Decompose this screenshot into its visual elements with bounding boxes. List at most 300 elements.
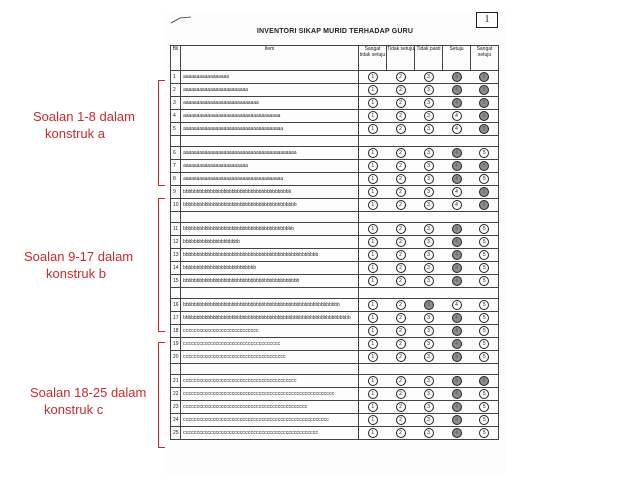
option-5-circle[interactable]: 5: [479, 263, 489, 273]
option-cell: [443, 84, 471, 97]
option-cell: [415, 110, 443, 123]
option-2-circle[interactable]: 2: [396, 85, 406, 95]
option-4-circle[interactable]: 4: [452, 111, 462, 121]
option-2-circle[interactable]: 2: [396, 161, 406, 171]
option-cell: [415, 160, 443, 173]
option-cell: [415, 173, 443, 186]
item-text: cccccccccccccccccccccccccccccccccccc: [181, 338, 359, 351]
option-3-circle[interactable]: 3: [424, 250, 434, 260]
item-number: 2: [171, 84, 181, 97]
option-5-circle[interactable]: 5: [479, 72, 489, 82]
option-5-circle[interactable]: 5: [479, 352, 489, 362]
item-text: cccccccccccccccccccccccccccccccccccccccccccccc: [181, 401, 359, 414]
option-4-circle[interactable]: 4: [452, 187, 462, 197]
option-1-circle[interactable]: 1: [368, 276, 378, 286]
option-cell: [387, 262, 415, 275]
spacer-cell: [181, 364, 359, 375]
option-cell: [359, 414, 387, 427]
option-cell: [443, 249, 471, 262]
option-5-circle[interactable]: 5: [479, 224, 489, 234]
option-4-circle[interactable]: 4: [452, 326, 462, 336]
table-row: [171, 312, 499, 325]
table-row: [171, 147, 499, 160]
option-4-circle[interactable]: 4: [452, 276, 462, 286]
option-cell: [387, 299, 415, 312]
option-2-circle[interactable]: 2: [396, 187, 406, 197]
option-3-circle[interactable]: 3: [424, 200, 434, 210]
col-header-scale-5: Sangat setuju: [471, 46, 499, 71]
option-1-circle[interactable]: 1: [368, 174, 378, 184]
option-1-circle[interactable]: 1: [368, 389, 378, 399]
table-row: [171, 427, 499, 440]
table-row: [171, 299, 499, 312]
option-4-circle[interactable]: 4: [452, 224, 462, 234]
option-4-circle[interactable]: 4: [452, 250, 462, 260]
option-5-circle[interactable]: 5: [479, 313, 489, 323]
annotation-line: Soalan 18-25 dalam: [30, 385, 147, 400]
option-3-circle[interactable]: 3: [424, 85, 434, 95]
option-5-circle[interactable]: 5: [479, 98, 489, 108]
option-3-circle[interactable]: 3: [424, 313, 434, 323]
option-cell: [359, 401, 387, 414]
option-cell: [443, 160, 471, 173]
option-cell: [471, 236, 499, 249]
table-row: [171, 123, 499, 136]
option-cell: [471, 299, 499, 312]
option-cell: [387, 110, 415, 123]
option-3-circle[interactable]: 3: [424, 276, 434, 286]
option-cell: [415, 388, 443, 401]
option-cell: [471, 173, 499, 186]
item-number: 7: [171, 160, 181, 173]
option-cell: [415, 375, 443, 388]
option-cell: [387, 223, 415, 236]
option-1-circle[interactable]: 1: [368, 187, 378, 197]
option-cell: [471, 110, 499, 123]
table-row: [171, 401, 499, 414]
item-text: cccccccccccccccccccccccccccccccccccccc: [181, 351, 359, 364]
inventory-table: [170, 45, 499, 440]
option-cell: [415, 249, 443, 262]
item-number: 19: [171, 338, 181, 351]
option-cell: [359, 123, 387, 136]
option-cell: [471, 71, 499, 84]
option-5-circle[interactable]: 5: [479, 415, 489, 425]
item-number: 9: [171, 186, 181, 199]
option-2-circle[interactable]: 2: [396, 339, 406, 349]
item-text: aaaaaaaaaaaaaaaaaaaaaaaa: [181, 160, 359, 173]
option-2-circle[interactable]: 2: [396, 72, 406, 82]
option-cell: [471, 147, 499, 160]
option-cell: [443, 414, 471, 427]
table-row: [171, 325, 499, 338]
spacer-cell: [443, 136, 471, 147]
option-cell: [471, 401, 499, 414]
item-text: cccccccccccccccccccccccccccccccccccccccccccccccccccccc: [181, 414, 359, 427]
option-2-circle[interactable]: 2: [396, 428, 406, 438]
option-4-circle[interactable]: 4: [452, 161, 462, 171]
option-1-circle[interactable]: 1: [368, 376, 378, 386]
option-4-circle[interactable]: 4: [452, 415, 462, 425]
option-2-circle[interactable]: 2: [396, 237, 406, 247]
spacer-cell: [181, 288, 359, 299]
option-5-circle[interactable]: 5: [479, 187, 489, 197]
option-cell: [387, 275, 415, 288]
option-4-circle[interactable]: 4: [452, 352, 462, 362]
option-3-circle[interactable]: 3: [424, 326, 434, 336]
option-2-circle[interactable]: 2: [396, 174, 406, 184]
option-5-circle[interactable]: 5: [479, 376, 489, 386]
option-2-circle[interactable]: 2: [396, 111, 406, 121]
option-cell: [359, 312, 387, 325]
option-cell: [387, 388, 415, 401]
option-4-circle[interactable]: 4: [452, 174, 462, 184]
option-cell: [359, 351, 387, 364]
option-4-circle[interactable]: 4: [452, 200, 462, 210]
option-cell: [471, 249, 499, 262]
item-number: 25: [171, 427, 181, 440]
option-cell: [415, 312, 443, 325]
option-5-circle[interactable]: 5: [479, 326, 489, 336]
option-cell: [387, 186, 415, 199]
option-1-circle[interactable]: 1: [368, 250, 378, 260]
option-4-circle[interactable]: 4: [452, 376, 462, 386]
option-3-circle[interactable]: 3: [424, 263, 434, 273]
option-cell: [415, 236, 443, 249]
option-3-circle[interactable]: 3: [424, 72, 434, 82]
option-4-circle[interactable]: 4: [452, 237, 462, 247]
option-cell: [471, 262, 499, 275]
spacer-cell: [415, 136, 443, 147]
col-header-scale-2: Tidak setuju: [387, 46, 415, 71]
spacer-cell: [171, 288, 181, 299]
option-2-circle[interactable]: 2: [396, 200, 406, 210]
option-1-circle[interactable]: 1: [368, 300, 378, 310]
option-4-circle[interactable]: 4: [452, 85, 462, 95]
option-cell: [415, 325, 443, 338]
option-3-circle[interactable]: 3: [424, 124, 434, 134]
table-row: [171, 186, 499, 199]
option-2-circle[interactable]: 2: [396, 250, 406, 260]
annotation-konstruk-a: [33, 108, 135, 142]
option-cell: [415, 123, 443, 136]
option-3-circle[interactable]: 3: [424, 224, 434, 234]
option-2-circle[interactable]: 2: [396, 376, 406, 386]
table-row: [171, 97, 499, 110]
option-cell: [443, 110, 471, 123]
spacer-cell: [181, 136, 359, 147]
option-5-circle[interactable]: 5: [479, 124, 489, 134]
option-3-circle[interactable]: 3: [424, 389, 434, 399]
option-cell: [443, 223, 471, 236]
spacer-cell: [181, 212, 359, 223]
option-1-circle[interactable]: 1: [368, 237, 378, 247]
option-cell: [387, 351, 415, 364]
item-number: 6: [171, 147, 181, 160]
option-2-circle[interactable]: 2: [396, 263, 406, 273]
option-cell: [415, 262, 443, 275]
item-number: 1: [171, 71, 181, 84]
annotation-line: Soalan 9-17 dalam: [24, 249, 134, 264]
option-cell: [387, 427, 415, 440]
option-cell: [415, 338, 443, 351]
option-cell: [387, 84, 415, 97]
item-text: bbbbbbbbbbbbbbbbbbbbbbbbbbbbbbbbbbbbbbbbb: [181, 223, 359, 236]
option-cell: [359, 160, 387, 173]
option-1-circle[interactable]: 1: [368, 98, 378, 108]
spacer-row: [171, 212, 499, 223]
option-cell: [471, 414, 499, 427]
option-cell: [387, 312, 415, 325]
option-cell: [359, 71, 387, 84]
spacer-cell: [471, 212, 499, 223]
option-cell: [415, 351, 443, 364]
option-3-circle[interactable]: 3: [424, 339, 434, 349]
option-5-circle[interactable]: 5: [479, 85, 489, 95]
option-cell: [359, 110, 387, 123]
item-text: bbbbbbbbbbbbbbbbbbbbbbbbbbbbbbbbbbbbbbbbbbb: [181, 275, 359, 288]
annotation-konstruk-b: [24, 248, 133, 282]
option-2-circle[interactable]: 2: [396, 402, 406, 412]
item-text: bbbbbbbbbbbbbbbbbbbbb: [181, 236, 359, 249]
option-5-circle[interactable]: 5: [479, 174, 489, 184]
table-row: [171, 262, 499, 275]
option-cell: [415, 199, 443, 212]
option-2-circle[interactable]: 2: [396, 326, 406, 336]
spacer-cell: [171, 364, 181, 375]
option-cell: [359, 325, 387, 338]
option-cell: [359, 249, 387, 262]
option-4-circle[interactable]: 4: [452, 389, 462, 399]
spacer-cell: [171, 136, 181, 147]
option-4-circle[interactable]: 4: [452, 98, 462, 108]
option-1-circle[interactable]: 1: [368, 224, 378, 234]
spacer-cell: [443, 212, 471, 223]
option-4-circle[interactable]: 4: [452, 313, 462, 323]
option-3-circle[interactable]: 3: [424, 111, 434, 121]
item-number: 15: [171, 275, 181, 288]
option-cell: [359, 147, 387, 160]
option-4-circle[interactable]: 4: [452, 148, 462, 158]
option-3-circle[interactable]: 3: [424, 148, 434, 158]
option-5-circle[interactable]: 5: [479, 276, 489, 286]
option-cell: [471, 275, 499, 288]
option-1-circle[interactable]: 1: [368, 200, 378, 210]
item-text: bbbbbbbbbbbbbbbbbbbbbbbbbbbbbbbbbbbbbbbbbb: [181, 199, 359, 212]
option-3-circle[interactable]: 3: [424, 187, 434, 197]
option-cell: [443, 299, 471, 312]
item-text: aaaaaaaaaaaaaaaaa: [181, 71, 359, 84]
form-title: INVENTORI SIKAP MURID TERHADAP GURU: [256, 28, 414, 35]
item-number: 3: [171, 97, 181, 110]
option-4-circle[interactable]: 4: [452, 263, 462, 273]
option-5-circle[interactable]: 5: [479, 237, 489, 247]
option-1-circle[interactable]: 1: [368, 85, 378, 95]
option-2-circle[interactable]: 2: [396, 415, 406, 425]
option-5-circle[interactable]: 5: [479, 200, 489, 210]
brace-konstruk-c: [158, 342, 165, 448]
option-cell: [443, 173, 471, 186]
option-2-circle[interactable]: 2: [396, 98, 406, 108]
option-1-circle[interactable]: 1: [368, 428, 378, 438]
brace-konstruk-b: [158, 198, 165, 332]
option-2-circle[interactable]: 2: [396, 313, 406, 323]
option-cell: [443, 236, 471, 249]
item-text: bbbbbbbbbbbbbbbbbbbbbbbbbbbbbbbbbbbbbbbbbbbbbbbbbb: [181, 249, 359, 262]
annotation-konstruk-c: [30, 384, 146, 418]
item-number: 24: [171, 414, 181, 427]
item-text: aaaaaaaaaaaaaaaaaaaaaaaaaaaaaaaaaaaaa: [181, 123, 359, 136]
brace-konstruk-a: [158, 80, 165, 186]
table-row: [171, 414, 499, 427]
option-cell: [387, 173, 415, 186]
option-cell: [387, 414, 415, 427]
option-1-circle[interactable]: 1: [368, 352, 378, 362]
table-row: [171, 71, 499, 84]
option-3-circle[interactable]: 3: [424, 376, 434, 386]
option-1-circle[interactable]: 1: [368, 124, 378, 134]
item-number: 23: [171, 401, 181, 414]
option-1-circle[interactable]: 1: [368, 263, 378, 273]
spacer-cell: [387, 364, 415, 375]
option-3-circle[interactable]: 3: [424, 174, 434, 184]
option-1-circle[interactable]: 1: [368, 111, 378, 121]
col-header-scale-3: Tidak pasti: [415, 46, 443, 71]
option-4-circle[interactable]: 4: [452, 428, 462, 438]
table-row: [171, 388, 499, 401]
option-cell: [443, 71, 471, 84]
spacer-cell: [443, 364, 471, 375]
spacer-cell: [387, 288, 415, 299]
option-cell: [359, 375, 387, 388]
option-cell: [387, 338, 415, 351]
option-3-circle[interactable]: 3: [424, 161, 434, 171]
table-row: [171, 160, 499, 173]
item-text: cccccccccccccccccccccccccccc: [181, 325, 359, 338]
option-5-circle[interactable]: 5: [479, 339, 489, 349]
option-3-circle[interactable]: 3: [424, 237, 434, 247]
option-5-circle[interactable]: 5: [479, 250, 489, 260]
option-5-circle[interactable]: 5: [479, 428, 489, 438]
option-5-circle[interactable]: 5: [479, 300, 489, 310]
option-4-circle[interactable]: 4: [452, 300, 462, 310]
item-text: aaaaaaaaaaaaaaaaaaaaaaaa: [181, 84, 359, 97]
option-cell: [443, 351, 471, 364]
option-cell: [471, 123, 499, 136]
option-4-circle[interactable]: 4: [452, 72, 462, 82]
option-2-circle[interactable]: 2: [396, 124, 406, 134]
item-number: 17: [171, 312, 181, 325]
option-3-circle[interactable]: 3: [424, 402, 434, 412]
option-1-circle[interactable]: 1: [368, 415, 378, 425]
option-5-circle[interactable]: 5: [479, 402, 489, 412]
table-row: [171, 338, 499, 351]
option-cell: [359, 275, 387, 288]
option-3-circle[interactable]: 3: [424, 415, 434, 425]
option-cell: [415, 186, 443, 199]
item-number: 8: [171, 173, 181, 186]
option-5-circle[interactable]: 5: [479, 161, 489, 171]
option-5-circle[interactable]: 5: [479, 148, 489, 158]
option-cell: [387, 199, 415, 212]
option-cell: [415, 275, 443, 288]
col-header-scale-4: Setuju: [443, 46, 471, 71]
option-2-circle[interactable]: 2: [396, 148, 406, 158]
spacer-cell: [415, 288, 443, 299]
option-cell: [359, 299, 387, 312]
item-number: 18: [171, 325, 181, 338]
spacer-cell: [471, 136, 499, 147]
option-cell: [415, 299, 443, 312]
option-cell: [443, 97, 471, 110]
option-2-circle[interactable]: 2: [396, 300, 406, 310]
option-cell: [359, 338, 387, 351]
option-3-circle[interactable]: 3: [424, 300, 434, 310]
annotation-line: konstruk c: [44, 402, 104, 417]
option-2-circle[interactable]: 2: [396, 352, 406, 362]
spacer-cell: [359, 288, 387, 299]
spacer-row: [171, 364, 499, 375]
option-cell: [415, 71, 443, 84]
spacer-cell: [387, 136, 415, 147]
option-2-circle[interactable]: 2: [396, 276, 406, 286]
option-5-circle[interactable]: 5: [479, 389, 489, 399]
item-text: bbbbbbbbbbbbbbbbbbbbbbbbbbb: [181, 262, 359, 275]
item-text: bbbbbbbbbbbbbbbbbbbbbbbbbbbbbbbbbbbbbbbb: [181, 186, 359, 199]
table-row: [171, 199, 499, 212]
pen-mark-icon: [170, 16, 192, 24]
spacer-cell: [415, 212, 443, 223]
option-cell: [443, 427, 471, 440]
spacer-cell: [443, 288, 471, 299]
option-1-circle[interactable]: 1: [368, 148, 378, 158]
option-cell: [359, 388, 387, 401]
option-1-circle[interactable]: 1: [368, 326, 378, 336]
item-text: bbbbbbbbbbbbbbbbbbbbbbbbbbbbbbbbbbbbbbbbbbbbbbbbbbbbbbbbbbbbbb: [181, 312, 359, 325]
item-text: bbbbbbbbbbbbbbbbbbbbbbbbbbbbbbbbbbbbbbbbbbbbbbbbbbbbbbbbbb: [181, 299, 359, 312]
option-4-circle[interactable]: 4: [452, 402, 462, 412]
item-number: 14: [171, 262, 181, 275]
option-4-circle[interactable]: 4: [452, 124, 462, 134]
col-header-bil: Bil: [171, 46, 181, 71]
option-cell: [443, 275, 471, 288]
option-1-circle[interactable]: 1: [368, 161, 378, 171]
option-cell: [471, 312, 499, 325]
spacer-cell: [471, 288, 499, 299]
option-1-circle[interactable]: 1: [368, 402, 378, 412]
option-cell: [443, 338, 471, 351]
item-number: 5: [171, 123, 181, 136]
option-2-circle[interactable]: 2: [396, 224, 406, 234]
option-3-circle[interactable]: 3: [424, 428, 434, 438]
option-2-circle[interactable]: 2: [396, 389, 406, 399]
item-number: 20: [171, 351, 181, 364]
option-1-circle[interactable]: 1: [368, 339, 378, 349]
option-cell: [471, 375, 499, 388]
option-1-circle[interactable]: 1: [368, 313, 378, 323]
option-3-circle[interactable]: 3: [424, 98, 434, 108]
page-number: 1: [476, 12, 498, 28]
option-cell: [359, 186, 387, 199]
option-3-circle[interactable]: 3: [424, 352, 434, 362]
option-4-circle[interactable]: 4: [452, 339, 462, 349]
option-cell: [387, 160, 415, 173]
table-row: [171, 351, 499, 364]
option-5-circle[interactable]: 5: [479, 111, 489, 121]
option-1-circle[interactable]: 1: [368, 72, 378, 82]
option-cell: [359, 199, 387, 212]
option-cell: [415, 427, 443, 440]
